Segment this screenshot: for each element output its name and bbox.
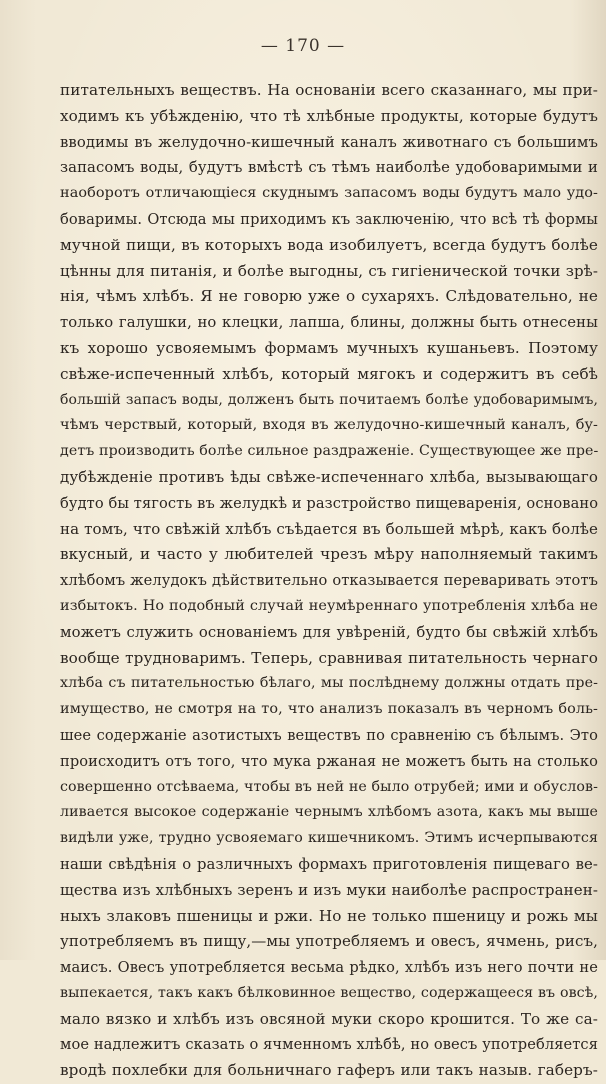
text-line: дубѣжденіе противъ ѣды свѣже-испеченнаго хлѣба, вызывающаго [60, 467, 598, 486]
text-line: ходимъ къ убѣжденію, что тѣ хлѣбные продукты, которые будутъ [60, 106, 598, 125]
text-line: большій запасъ воды, долженъ быть почитаемъ болѣе удобоваримымъ, [60, 391, 598, 408]
text-line: запасомъ воды, будутъ вмѣстѣ съ тѣмъ наиболѣе удобоваримыми и [60, 159, 598, 177]
text-line: свѣже-испеченный хлѣбъ, который мягокъ и содержитъ въ себѣ [60, 364, 598, 383]
text-line: питательныхъ веществъ. На основаніи всего сказаннаго, мы при- [60, 81, 598, 99]
text-line: мое надлежитъ сказать о ячменномъ хлѣбѣ, но овесъ употребляется [60, 1036, 598, 1054]
text-line: маисъ. Овесъ употребляется весьма рѣдко, хлѣбъ изъ него почти не [60, 959, 598, 977]
text-line: только галушки, но клецки, лапша, блины, должны быть отнесены [60, 314, 598, 332]
text-line: на томъ, что свѣжій хлѣбъ съѣдается въ большей мѣрѣ, какъ болѣе [60, 519, 598, 538]
text-line: вообще трудноваримъ. Теперь, сравнивая питательность чернаго [60, 648, 598, 667]
text-line: нія, чѣмъ хлѣбъ. Я не говорю уже о сухаряхъ. Слѣдовательно, не [60, 287, 598, 306]
text-line: наоборотъ отличающіеся скуднымъ запасомъ воды будутъ мало удо- [60, 185, 598, 202]
text-line: вродѣ похлебки для больничнаго гаферъ или такъ назыв. габеръ- [60, 1061, 598, 1080]
text-line: хлѣбомъ желудокъ дѣйствительно отказывается переваривать этотъ [60, 572, 598, 590]
page-number: — 170 — [260, 36, 346, 56]
text-line: цѣнны для питанія, и болѣе выгодны, съ гигіенической точки зрѣ- [60, 261, 598, 280]
text-line: наши свѣдѣнія о различныхъ формахъ приготовленія пищеваго ве- [60, 855, 598, 873]
text-line: боваримы. Отсюда мы приходимъ къ заключенію, что всѣ тѣ формы [60, 210, 598, 228]
text-line: детъ производить болѣе сильное раздраженіе. Существующее же пре- [60, 443, 598, 460]
text-line: хлѣба съ питательностью бѣлаго, мы послѣднему должны отдать пре- [60, 675, 598, 692]
text-line: видѣли уже, трудно усвояемаго кишечникомъ. Этимъ исчерпываются [60, 830, 598, 847]
text-line: выпекается, такъ какъ бѣлковинное вещество, содержащееся въ овсѣ, [60, 984, 598, 1001]
text-line: мучной пищи, въ которыхъ вода изобилуетъ, всегда будутъ болѣе [60, 235, 598, 254]
text-line: вводимы въ желудочно-кишечный каналъ животнаго съ большимъ [60, 133, 598, 151]
text-line: вкусный, и часто у любителей чрезъ мѣру наполняемый такимъ [60, 545, 598, 564]
text-line: имущество, не смотря на то, что анализъ показалъ въ черномъ боль- [60, 701, 598, 718]
text-line: избытокъ. Но подобный случай неумѣреннаго употребленія хлѣба не [60, 597, 598, 614]
text-line: можетъ служить основаніемъ для увѣреній, будто бы свѣжій хлѣбъ [60, 623, 598, 641]
text-line: употребляемъ въ пищу,—мы употребляемъ и овесъ, ячмень, рисъ, [60, 932, 598, 951]
body-text [60, 78, 598, 1084]
text-line: къ хорошо усвояемымъ формамъ мучныхъ кушаньевъ. Поэтому [60, 338, 598, 357]
text-line: мало вязко и хлѣбъ изъ овсяной муки скоро крошится. То же са- [60, 1009, 598, 1028]
text-line: происходитъ отъ того, что мука ржаная не можетъ быть на столько [60, 752, 598, 770]
text-line: щества изъ хлѣбныхъ зеренъ и изъ муки наиболѣе распространен- [60, 880, 598, 899]
text-line: чѣмъ черствый, который, входя въ желудочно-кишечный каналъ, бу- [60, 417, 598, 434]
text-line: ныхъ злаковъ пшеницы и ржи. Но не только пшеницу и рожь мы [60, 906, 598, 925]
text-line: ливается высокое содержаніе чернымъ хлѣбомъ азота, какъ мы выше [60, 804, 598, 821]
text-line: будто бы тягость въ желудкѣ и разстройство пищеваренія, основано [60, 494, 598, 512]
text-line: совершенно отсѣваема, чтобы въ ней не было отрубей; ими и обуслов- [60, 778, 598, 795]
text-line: шее содержаніе азотистыхъ веществъ по сравненію съ бѣлымъ. Это [60, 726, 598, 744]
